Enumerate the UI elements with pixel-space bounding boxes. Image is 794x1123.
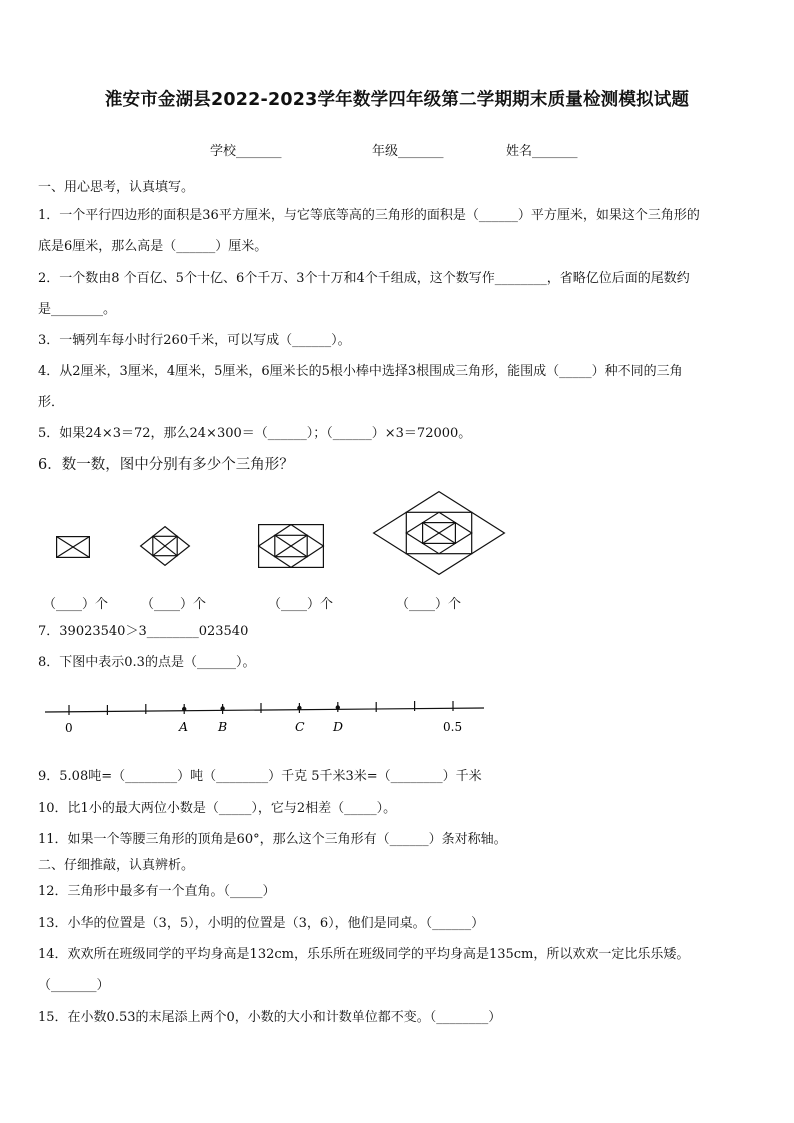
number-line [40, 690, 490, 740]
label-end: 0.5 [443, 720, 463, 734]
label-point-b: B [218, 719, 228, 734]
question-13: 13．小华的位置是（3，5），小明的位置是（3，6），他们是同桌。（______） [38, 916, 485, 931]
figure-4-answer: （____）个 [396, 597, 462, 612]
triangle-figure-3 [258, 524, 324, 568]
label-point-d: D [333, 719, 344, 734]
point-d-dot [336, 705, 340, 709]
question-14-line-2: （_______） [38, 978, 110, 993]
question-1-line-2: 底是6厘米，那么高是（______）厘米。 [38, 239, 268, 254]
question-4-line-1: 4．从2厘米，3厘米，4厘米，5厘米，6厘米长的5根小棒中选择3根围成三角形，能围成（_____）种不同的三角 [38, 364, 683, 379]
question-9: 9．5.08吨=（________）吨（________）千克 5千米3米=（________）千米 [38, 769, 482, 784]
section-two-heading: 二、仔细推敲，认真辨析。 [38, 858, 195, 873]
point-a-dot [182, 707, 186, 711]
school-field: 学校_______ [210, 144, 282, 159]
question-6: 6．数一数，图中分别有多少个三角形？ [38, 457, 294, 473]
point-b-dot [220, 706, 224, 710]
page-title: 淮安市金湖县2022-2023学年数学四年级第二学期期末质量检测模拟试题 [104, 90, 690, 110]
figure-1-answer: （____）个 [43, 597, 109, 612]
figure-3-answer: （____）个 [268, 597, 334, 612]
question-10: 10．比1小的最大两位小数是（_____），它与2相差（_____）。 [38, 801, 397, 816]
question-15: 15．在小数0.53的末尾添上两个0，小数的大小和计数单位都不变。（________） [38, 1010, 502, 1025]
name-field: 姓名_______ [506, 144, 578, 159]
question-2-line-2: 是________。 [38, 302, 117, 317]
triangle-figure-2 [140, 526, 190, 566]
question-11: 11．如果一个等腰三角形的顶角是60°，那么这个三角形有（______）条对称轴。 [38, 832, 507, 847]
question-3: 3．一辆列车每小时行260千米，可以写成（______）。 [38, 333, 351, 348]
question-4-line-2: 形． [38, 395, 65, 410]
question-8: 8．下图中表示0.3的点是（______）。 [38, 655, 256, 670]
label-point-a: A [179, 719, 189, 734]
question-2-line-1: 2．一个数由8 个百亿、5个十亿、6个千万、3个十万和4个千组成，这个数写作________，省略亿位后面的尾数约 [38, 271, 690, 286]
grade-field: 年级_______ [372, 144, 444, 159]
label-zero: 0 [65, 721, 73, 735]
question-12: 12．三角形中最多有一个直角。（_____） [38, 884, 276, 899]
label-point-c: C [295, 719, 305, 734]
question-1-line-1: 1．一个平行四边形的面积是36平方厘米，与它等底等高的三角形的面积是（______）平方厘米，如果这个三角形的 [38, 208, 700, 223]
question-5: 5．如果24×3＝72，那么24×300＝（______）；（______）×3＝72000。 [38, 426, 472, 441]
figure-2-answer: （____）个 [141, 597, 207, 612]
triangle-figure-4 [373, 491, 505, 575]
section-one-heading: 一、用心思考，认真填写。 [38, 180, 195, 195]
triangle-figure-1 [56, 536, 90, 558]
point-c-dot [297, 706, 301, 710]
question-14-line-1: 14．欢欢所在班级同学的平均身高是132cm，乐乐所在班级同学的平均身高是135cm，所以欢欢一定比乐乐矮。 [38, 947, 690, 962]
question-7: 7．39023540＞3________023540 [38, 624, 249, 639]
